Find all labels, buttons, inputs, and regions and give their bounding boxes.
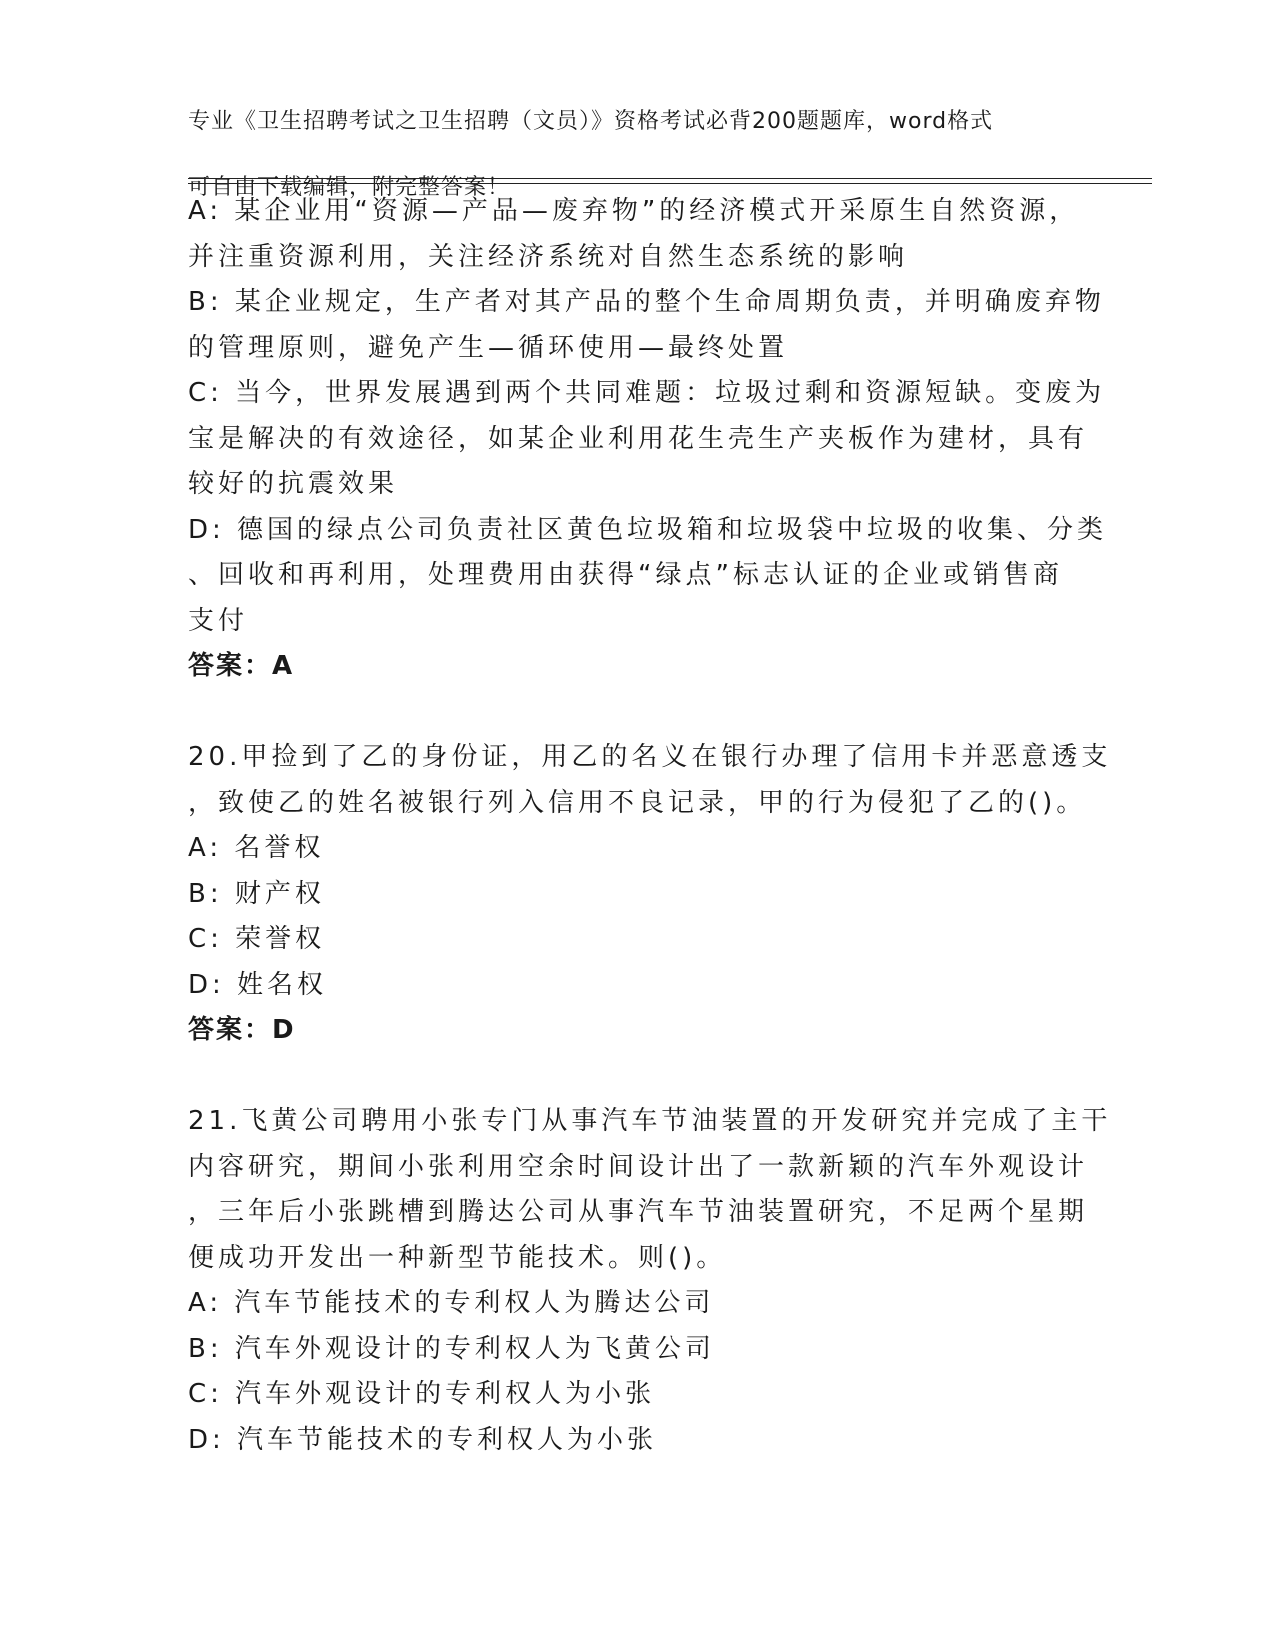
question-spacer: [188, 1054, 1078, 1100]
option-b-line: B: 某企业规定，生产者对其产品的整个生命周期负责，并明确废弃物: [188, 287, 1105, 317]
option-d-line: D: 汽车节能技术的专利权人为小张: [188, 1424, 658, 1455]
option-c-line: C: 荣誉权: [188, 924, 326, 954]
option-d-line: D: 姓名权: [188, 969, 328, 1000]
option-c-line: C: 汽车外观设计的专利权人为小张: [188, 1379, 656, 1409]
option-d-line: 、回收和再利用，处理费用由获得“绿点”标志认证的企业或销售商: [188, 560, 1063, 590]
header-rule-top: [188, 178, 1152, 179]
option-c-line: 宝是解决的有效途径，如某企业利用花生壳生产夹板作为建材，具有: [188, 423, 1089, 454]
question-content: [188, 189, 1112, 1463]
option-d-line: 支付: [188, 605, 249, 636]
option-a-line: A: 汽车节能技术的专利权人为腾达公司: [188, 1288, 715, 1318]
answer-label: 答案：A: [188, 651, 295, 681]
option-b-line: 的管理原则，避免产生—循环使用—最终处置: [188, 332, 789, 363]
option-a-line: A: 名誉权: [188, 833, 325, 863]
question-19-options: [188, 189, 1108, 690]
question-stem-line: 内容研究，期间小张利用空余时间设计出了一款新颖的汽车外观设计: [188, 1151, 1089, 1182]
option-b-line: B: 汽车外观设计的专利权人为飞黄公司: [188, 1333, 715, 1364]
question-21: [188, 1099, 1112, 1463]
header-rule-bottom: [188, 183, 1152, 184]
answer-label: 答案：D: [188, 1015, 296, 1045]
option-c-line: 较好的抗震效果: [188, 469, 399, 499]
option-b-line: B: 财产权: [188, 878, 325, 909]
header-line-2: 可自由下载编辑，附完整答案！: [188, 175, 511, 200]
question-spacer: [188, 690, 1078, 736]
option-c-line: C: 当今，世界发展遇到两个共同难题：垃圾过剩和资源短缺。变废为: [188, 378, 1106, 408]
question-stem-line: 21.飞黄公司聘用小张专门从事汽车节油装置的开发研究并完成了主干: [188, 1106, 1112, 1136]
option-a-line: 并注重资源利用，关注经济系统对自然生态系统的影响: [188, 241, 909, 272]
question-stem-line: 20.甲捡到了乙的身份证，用乙的名义在银行办理了信用卡并恶意透支: [188, 742, 1112, 772]
question-stem-line: 便成功开发出一种新型节能技术。则()。: [188, 1242, 727, 1273]
header-line-1: 专业《卫生招聘考试之卫生招聘（文员）》资格考试必背200题题库，word格式: [188, 109, 994, 134]
question-stem-line: ，三年后小张跳槽到腾达公司从事汽车节油装置研究，不足两个星期: [188, 1197, 1089, 1227]
option-d-line: D: 德国的绿点公司负责社区黄色垃圾箱和垃圾袋中垃圾的收集、分类: [188, 514, 1108, 545]
option-a-line: A: 某企业用“资源—产品—废弃物”的经济模式开采原生自然资源，: [188, 196, 1080, 226]
question-20: [188, 735, 1112, 1054]
question-stem-line: ，致使乙的姓名被银行列入信用不良记录，甲的行为侵犯了乙的()。: [188, 787, 1087, 818]
